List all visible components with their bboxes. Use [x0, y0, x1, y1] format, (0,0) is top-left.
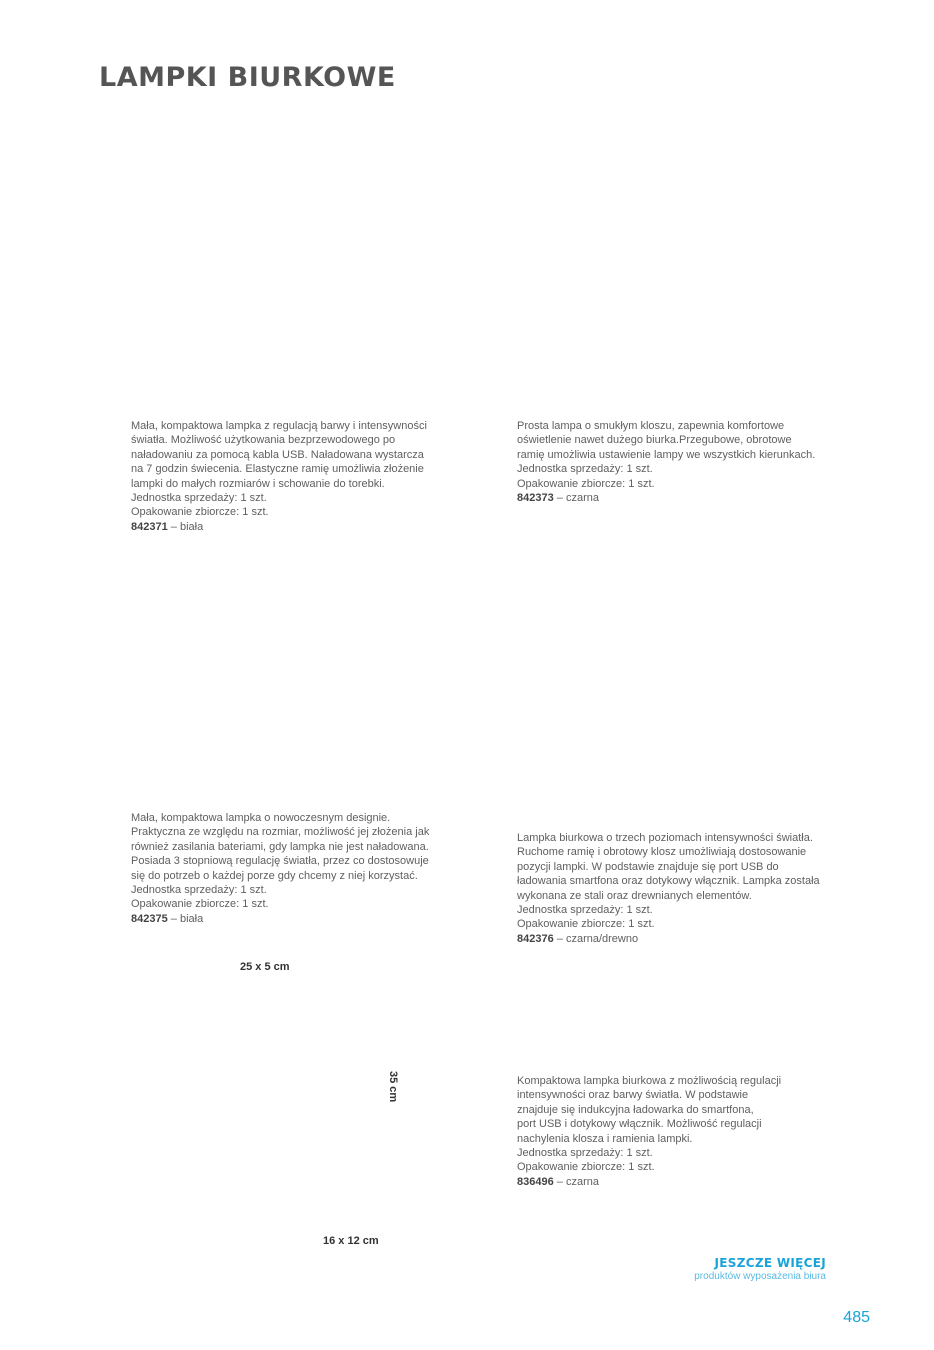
- dimension-label-base: 16 x 12 cm: [323, 1235, 379, 1247]
- product-code: 842373: [517, 492, 554, 505]
- description-line: Mała, kompaktowa lampka o nowoczesnym designie.: [131, 812, 391, 824]
- dimension-label-height: 35 cm: [387, 1071, 399, 1103]
- sales-unit: Jednostka sprzedaży: 1 szt.: [517, 904, 653, 917]
- product-description-842371: [131, 419, 427, 534]
- bulk-package: Opakowanie zbiorcze: 1 szt.: [517, 1161, 655, 1174]
- product-variant: – biała: [167, 520, 204, 533]
- sales-unit: Jednostka sprzedaży: 1 szt.: [131, 884, 267, 897]
- page-number: 485: [843, 1309, 870, 1326]
- product-code: 836496: [517, 1175, 554, 1188]
- sales-unit: Jednostka sprzedaży: 1 szt.: [517, 463, 653, 476]
- more-products-link[interactable]: [694, 1256, 826, 1282]
- description-line: również zasilania bateriami, gdy lampka nie jest naładowana.: [131, 840, 429, 853]
- description-line: znajduje się indukcyjna ładowarka do smartfona,: [517, 1103, 754, 1116]
- description-line: ładowania smartfona oraz dotykowy włącznik. Lampka została: [517, 875, 820, 888]
- product-code-line: [131, 912, 429, 926]
- sales-unit: Jednostka sprzedaży: 1 szt.: [131, 492, 267, 505]
- product-variant: – biała: [167, 912, 204, 925]
- description-line: światła. Możliwość użytkowania bezprzewodowego po: [131, 434, 396, 447]
- product-code-line: [131, 520, 427, 534]
- description-line: lampki do małych rozmiarów i schowanie do torebki.: [131, 477, 385, 490]
- bulk-package: Opakowanie zbiorcze: 1 szt.: [517, 918, 655, 931]
- product-code: 842376: [517, 932, 554, 945]
- description-line: port USB i dotykowy włącznik. Możliwość regulacji: [517, 1118, 762, 1131]
- description-line: się do potrzeb o każdej porze gdy chcemy z niej korzystać.: [131, 869, 418, 882]
- description-line: naładowaniu za pomocą kabla USB. Naładowana wystarcza: [131, 448, 424, 461]
- description-line: Kompaktowa lampka biurkowa z możliwością regulacji: [517, 1075, 782, 1087]
- description-line: pozycji lampki. W podstawie znajduje się port USB do: [517, 860, 779, 873]
- product-description-842376: [517, 831, 820, 946]
- bulk-package: Opakowanie zbiorcze: 1 szt.: [131, 898, 269, 911]
- description-line: Mała, kompaktowa lampka z regulacją barwy i intensywności: [131, 420, 427, 432]
- product-code: 842375: [131, 912, 168, 925]
- sales-unit: Jednostka sprzedaży: 1 szt.: [517, 1147, 653, 1160]
- product-variant: – czarna: [553, 492, 599, 505]
- product-variant: – czarna/drewno: [553, 932, 639, 945]
- bulk-package: Opakowanie zbiorcze: 1 szt.: [131, 506, 269, 519]
- description-line: Ruchome ramię i obrotowy klosz umożliwiają dostosowanie: [517, 846, 807, 859]
- product-code-line: [517, 1175, 781, 1189]
- description-line: Lampka biurkowa o trzech poziomach intensywności światła.: [517, 832, 813, 844]
- description-line: wykonana ze stali oraz drewnianych elementów.: [517, 889, 752, 902]
- description-line: ramię umożliwia ustawienie lampy we wszystkich kierunkach.: [517, 448, 816, 461]
- product-variant: – czarna: [553, 1175, 599, 1188]
- product-description-836496: [517, 1074, 781, 1189]
- product-code-line: [517, 932, 820, 946]
- description-line: na 7 godzin świecenia. Elastyczne ramię umożliwia złożenie: [131, 463, 424, 476]
- more-products-heading: JESZCZE WIĘCEJ: [714, 1256, 826, 1270]
- dimension-label-width: 25 x 5 cm: [240, 961, 290, 973]
- product-description-842375: [131, 811, 429, 926]
- product-description-842373: [517, 419, 815, 505]
- description-line: Prosta lampa o smukłym kloszu, zapewnia komfortowe: [517, 420, 785, 432]
- more-products-subtitle: produktów wyposażenia biura: [694, 1271, 826, 1282]
- bulk-package: Opakowanie zbiorcze: 1 szt.: [517, 477, 655, 490]
- description-line: intensywności oraz barwy światła. W podstawie: [517, 1089, 749, 1102]
- description-line: nachylenia klosza i ramienia lampki.: [517, 1132, 693, 1145]
- description-line: Praktyczna ze względu na rozmiar, możliwość jej złożenia jak: [131, 826, 430, 839]
- page-title: LAMPKI BIURKOWE: [99, 62, 396, 93]
- description-line: oświetlenie nawet dużego biurka.Przegubowe, obrotowe: [517, 434, 792, 447]
- description-line: Posiada 3 stopniową regulację światła, przez co dostosowuje: [131, 855, 429, 868]
- product-code: 842371: [131, 520, 168, 533]
- product-code-line: [517, 491, 815, 505]
